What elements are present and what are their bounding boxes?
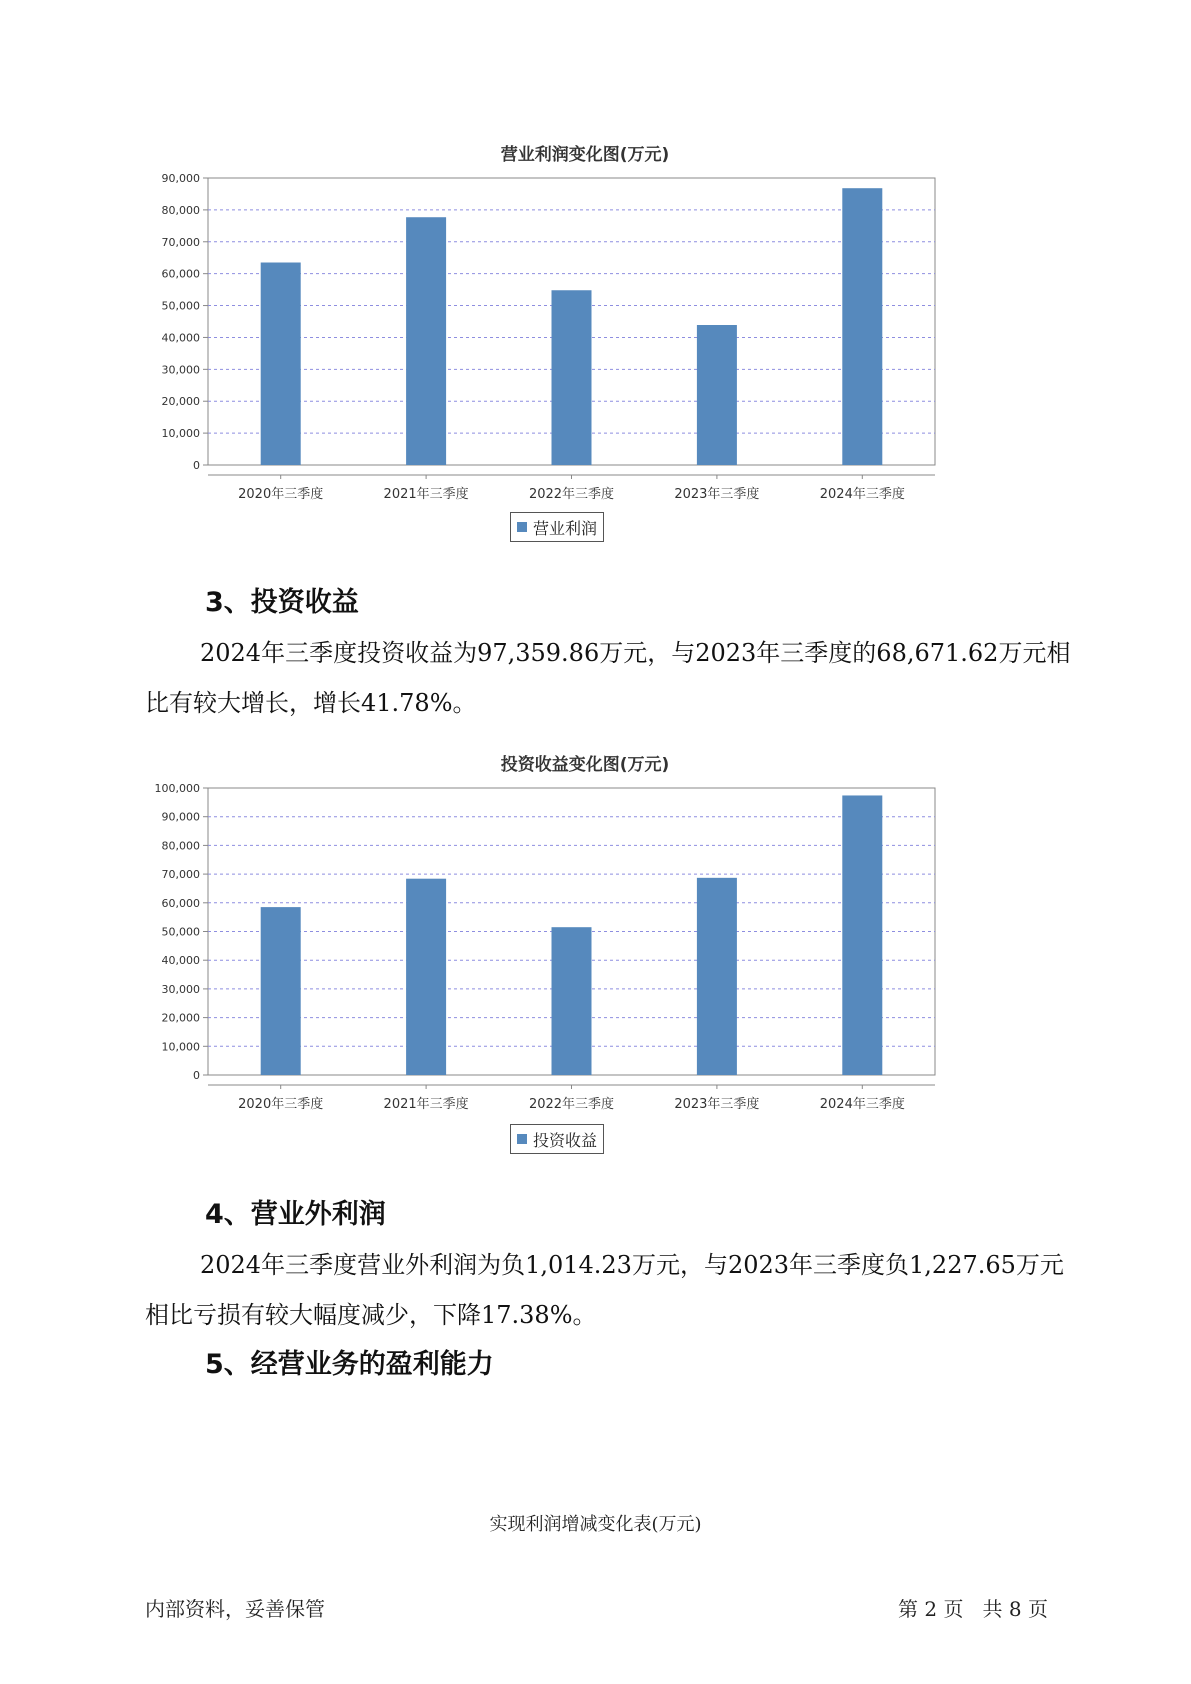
bar [406,217,446,465]
y-tick-label: 90,000 [161,810,200,824]
chart-title: 投资收益变化图(万元) [500,755,670,775]
footer-confidential-note: 内部资料，妥善保管 [145,1597,325,1621]
x-tick-label: 2021年三季度 [383,487,469,502]
y-tick-label: 80,000 [161,839,200,853]
x-tick-label: 2020年三季度 [238,487,324,502]
x-tick-label: 2024年三季度 [819,1097,905,1112]
y-tick-label: 60,000 [161,896,200,910]
operating-profit-chart [150,140,1020,550]
y-tick-label: 10,000 [161,1040,200,1054]
x-tick-label: 2023年三季度 [674,1097,760,1112]
investment-income-text: 2024年三季度投资收益为97,359.86万元，与2023年三季度的68,671.62万元相比有较大增长，增长41.78%。 [145,639,1071,717]
bar [261,907,301,1075]
y-tick-label: 100,000 [154,782,200,795]
investment-income-chart [150,750,1020,1162]
y-tick-label: 90,000 [161,172,200,185]
footer-page-number: 第 2 页 共 8 页 [898,1597,1048,1621]
chart-svg [150,780,1020,1152]
non-operating-profit-text: 2024年三季度营业外利润为负1,014.23万元，与2023年三季度负1,227.65万元相比亏损有较大幅度减少，下降17.38%。 [145,1251,1064,1329]
y-tick-label: 80,000 [161,203,200,217]
y-tick-label: 70,000 [161,868,200,882]
y-tick-label: 50,000 [161,925,200,939]
y-tick-label: 30,000 [161,363,200,377]
y-tick-label: 0 [193,1069,200,1082]
section-heading-investment-income: 3、投资收益 [205,587,359,618]
x-tick-label: 2023年三季度 [674,487,760,502]
legend-label: 投资收益 [533,1130,598,1150]
x-tick-label: 2024年三季度 [819,487,905,502]
bar [842,795,882,1075]
section-heading-profitability: 5、经营业务的盈利能力 [205,1349,494,1380]
y-tick-label: 20,000 [161,395,200,409]
y-tick-label: 20,000 [161,1011,200,1025]
y-tick-label: 0 [193,459,200,472]
x-tick-label: 2022年三季度 [528,487,615,502]
y-tick-label: 10,000 [161,427,200,441]
y-tick-label: 50,000 [161,299,200,313]
bar [697,325,737,465]
chart-svg [150,170,1020,540]
section-heading-non-operating-profit: 4、营业外利润 [205,1199,386,1230]
bar [552,927,592,1075]
chart-title: 营业利润变化图(万元) [500,145,670,165]
bar [261,263,301,465]
y-tick-label: 60,000 [161,267,200,281]
legend-swatch [517,522,527,532]
x-tick-label: 2022年三季度 [528,1097,615,1112]
x-tick-label: 2020年三季度 [238,1097,324,1112]
bar [406,879,446,1075]
x-tick-label: 2021年三季度 [383,1097,469,1112]
y-tick-label: 40,000 [161,331,200,345]
bar [552,290,592,465]
bar [842,188,882,465]
legend-swatch [517,1134,527,1144]
chart-legend [510,512,604,542]
chart-legend [510,1124,604,1154]
y-tick-label: 70,000 [161,235,200,249]
y-tick-label: 30,000 [161,982,200,996]
bar [697,878,737,1075]
y-tick-label: 40,000 [161,954,200,968]
legend-label: 营业利润 [533,518,598,538]
table-caption: 实现利润增减变化表(万元) [489,1514,702,1535]
